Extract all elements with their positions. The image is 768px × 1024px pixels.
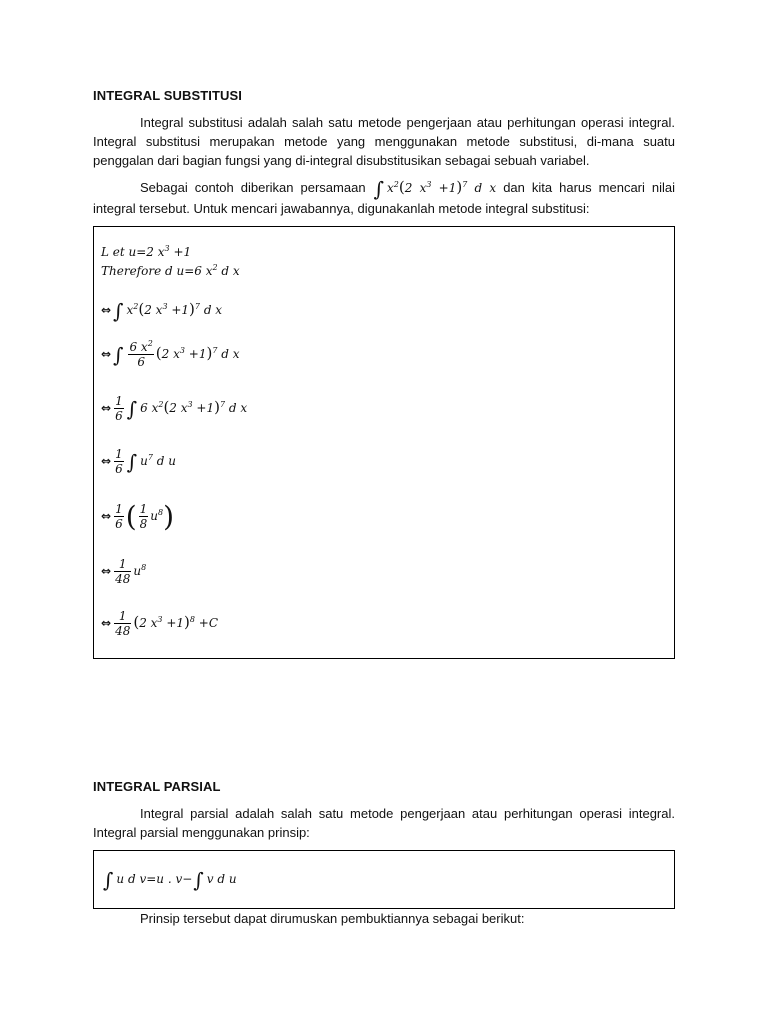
substitution-steps-box: [93, 226, 675, 659]
step-3: ⇔ $\frac{1}{6}$ ∫ 6 $x^2(2$ $x^3 +1)^7$ d x: [101, 394, 248, 423]
paragraph-substitusi-example: [93, 178, 675, 218]
parsial-formula: ∫ u d v=u . v−∫ v d u: [103, 868, 237, 892]
implies-arrow-icon: ⇔: [101, 401, 112, 415]
step-1: ⇔ ∫ $x^2(2$ $x^3 +1)^7$ d x: [101, 299, 223, 323]
implies-arrow-icon: ⇔: [101, 454, 112, 468]
step-let: L et u=2 $x^3 +1$: [101, 244, 192, 259]
implies-arrow-icon: ⇔: [101, 564, 112, 578]
parsial-proof-intro: Prinsip tersebut dapat dirumuskan pembuktiannya sebagai berikut:: [140, 911, 525, 926]
integral-sign-icon: ∫: [193, 868, 204, 892]
heading-integral-substitusi: INTEGRAL SUBSTITUSI: [93, 88, 243, 103]
implies-arrow-icon: ⇔: [101, 347, 112, 361]
implies-arrow-icon: ⇔: [101, 509, 112, 523]
section-integral-parsial: [93, 779, 675, 926]
heading-integral-parsial: INTEGRAL PARSIAL: [93, 779, 221, 794]
step-4: ⇔ $\frac{1}{6}$ ∫ $u^7$ d u: [101, 447, 176, 476]
paragraph-parsial-definition: Integral parsial adalah salah satu metode pengerjaan atau perhitungan operasi integral. Integral parsial menggunakan prinsip:: [93, 806, 675, 840]
example-text-after: dan kita harus mencari nilai integral tersebut. Untuk mencari jawabannya, digunakanlah metode integral substitusi:: [93, 180, 676, 216]
step-7: ⇔ $\frac{1}{48}$ (2 $x^3 +1)^8 +C$: [101, 609, 219, 638]
implies-arrow-icon: ⇔: [101, 616, 112, 630]
step-therefore: Therefore d u=6 $x^2$ d x: [101, 263, 240, 278]
step-6: ⇔ $\frac{1}{48}$ $u^8$: [101, 557, 147, 586]
section-integral-substitusi: [93, 88, 675, 659]
parsial-formula-box: [93, 850, 675, 909]
example-integral-expression: ∫ $x^2(2$ $x^3 +1)^7$ d x: [373, 177, 497, 201]
integral-sign-icon: ∫: [103, 868, 114, 892]
example-text-before: Sebagai contoh diberikan persamaan: [140, 180, 366, 195]
step-2: ⇔ ∫ $\frac{6 x^2}{6}$ (2 $x^3 +1)^7$ d x: [101, 339, 240, 369]
implies-arrow-icon: ⇔: [101, 303, 112, 317]
paragraph-substitusi-definition: Integral substitusi adalah salah satu metode pengerjaan atau perhitungan operasi integral. Integral substitusi merupakan metode yang menggunakan metode substitusi, di-mana suatu penggalan dari bagian fungsi yang di-integral disubstitusikan sebagai sebuah variabel.: [93, 115, 675, 168]
step-5: ⇔ $\frac{1}{6}$ ( $\frac{1}{8}$ $u^8$): [101, 500, 175, 533]
